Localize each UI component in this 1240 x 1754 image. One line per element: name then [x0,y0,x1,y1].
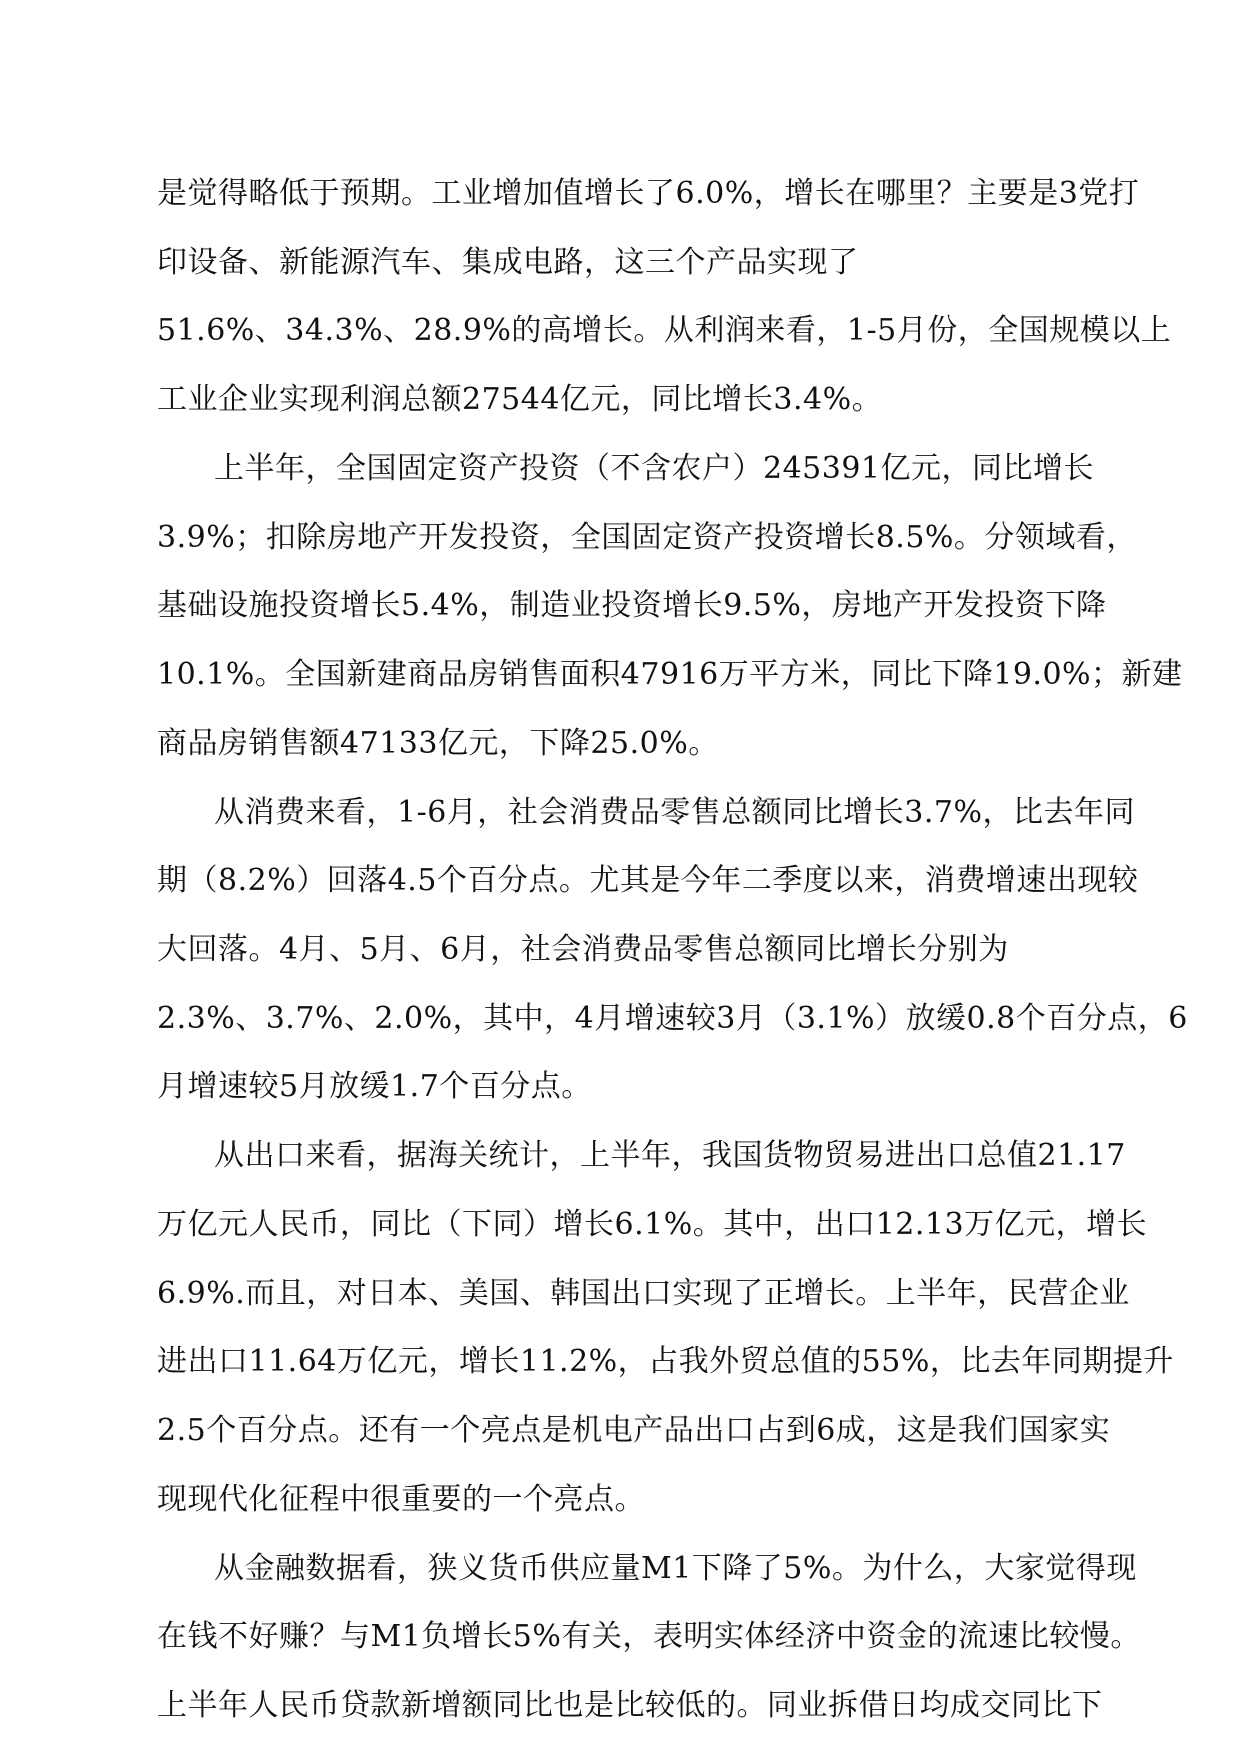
text-line: 10.1%。全国新建商品房销售面积47916万平方米，同比下降19.0%；新建 [157,657,1183,692]
text-line: 印设备、新能源汽车、集成电路，这三个产品实现了 [157,245,859,280]
text-line: 月增速较5月放缓1.7个百分点。 [157,1069,592,1104]
text-line: 工业企业实现利润总额27544亿元，同比增长3.4%。 [157,382,883,417]
text-line: 上半年人民币贷款新增额同比也是比较低的。同业拆借日均成交同比下 [157,1688,1103,1723]
text-line: 进出口11.64万亿元，增长11.2%，占我外贸总值的55%，比去年同期提升 [157,1344,1174,1379]
text-line: 是觉得略低于预期。工业增加值增长了6.0%，增长在哪里？主要是3党打 [157,176,1140,211]
text-line: 商品房销售额47133亿元，下降25.0%。 [157,726,719,761]
paragraph-start-line: 上半年，全国固定资产投资（不含农户）245391亿元，同比增长 [214,451,1095,486]
text-line: 2.3%、3.7%、2.0%，其中，4月增速较3月（3.1%）放缓0.8个百分点，6 [157,1001,1188,1036]
text-line: 期（8.2%）回落4.5个百分点。尤其是今年二季度以来，消费增速出现较 [157,863,1139,898]
paragraph-start-line: 从出口来看，据海关统计，上半年，我国货物贸易进出口总值21.17 [214,1138,1126,1173]
text-line: 大回落。4月、5月、6月，社会消费品零售总额同比增长分别为 [157,932,1009,967]
paragraph-start-line: 从消费来看，1-6月，社会消费品零售总额同比增长3.7%，比去年同 [214,795,1136,830]
text-line: 6.9%.而且，对日本、美国、韩国出口实现了正增长。上半年，民营企业 [157,1276,1130,1311]
text-line: 基础设施投资增长5.4%，制造业投资增长9.5%，房地产开发投资下降 [157,588,1107,623]
text-line: 2.5个百分点。还有一个亮点是机电产品出口占到6成，这是我们国家实 [157,1413,1111,1448]
text-line: 在钱不好赚？与M1负增长5%有关，表明实体经济中资金的流速比较慢。 [157,1619,1141,1654]
text-line: 51.6%、34.3%、28.9%的高增长。从利润来看，1-5月份，全国规模以上 [157,313,1172,348]
text-line: 万亿元人民币，同比（下同）增长6.1%。其中，出口12.13万亿元，增长 [157,1207,1148,1242]
text-line: 3.9%；扣除房地产开发投资，全国固定资产投资增长8.5%。分领域看， [157,520,1137,555]
paragraph-start-line: 从金融数据看，狭义货币供应量M1下降了5%。为什么，大家觉得现 [214,1551,1137,1586]
text-line: 现现代化征程中很重要的一个亮点。 [157,1482,645,1517]
